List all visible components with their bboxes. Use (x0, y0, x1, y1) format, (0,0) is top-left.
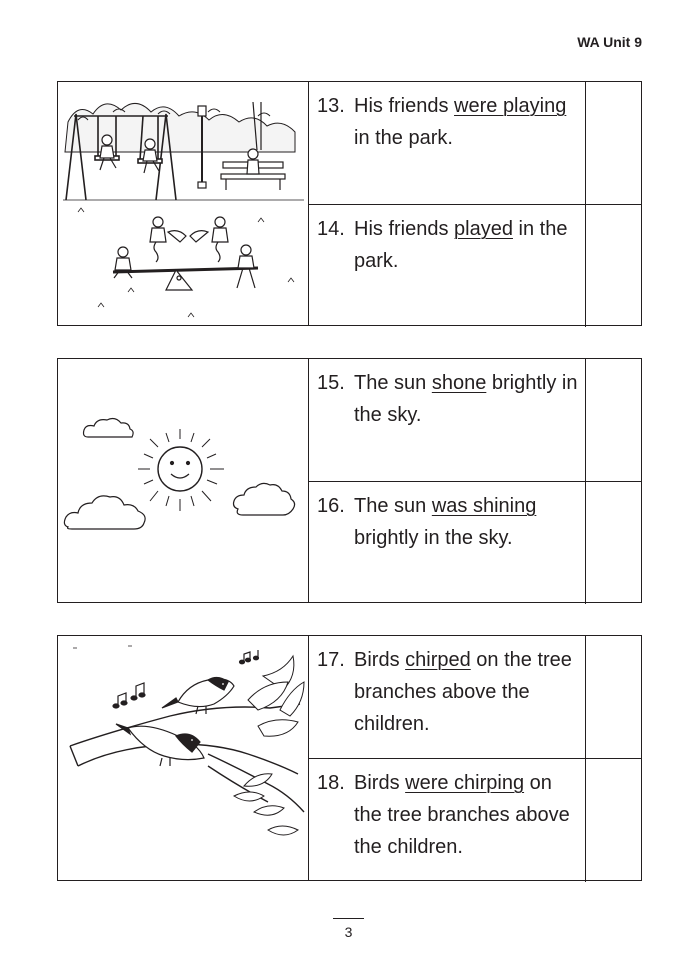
sentence-13 (309, 82, 586, 204)
sun-clouds-illustration (58, 359, 309, 602)
underlined-verb: chirped (405, 649, 471, 671)
underlined-verb: played (454, 218, 513, 240)
item-number: 16. (317, 495, 345, 517)
leaves (234, 656, 304, 835)
sentence-row-13 (309, 82, 641, 205)
page-number: 3 (344, 924, 353, 940)
answer-box-17[interactable] (586, 636, 641, 758)
sentence-14 (309, 205, 586, 327)
cloud-icon (234, 483, 295, 515)
page-number-rule (333, 918, 364, 919)
sentence-row-18 (309, 759, 641, 882)
sentence-row-14 (309, 205, 641, 327)
sentence-18 (309, 759, 586, 882)
sentence-text: His friends (354, 218, 455, 240)
sentence-text: Birds (354, 772, 406, 794)
sentence-text: brightly in the sky. (354, 372, 578, 426)
sentence-16 (309, 482, 586, 604)
sentence-15 (309, 359, 586, 481)
exercise-block-1 (57, 81, 642, 326)
sentence-text: brightly in the sky. (354, 527, 513, 549)
sentence-text: in the park. (354, 218, 568, 272)
answer-box-16[interactable] (586, 482, 641, 604)
sentence-text: on the tree branches above the children. (354, 772, 570, 858)
exercise-block-2 (57, 358, 642, 603)
bird-icon (162, 677, 234, 714)
underlined-verb: were playing (454, 95, 567, 117)
unit-label: WA Unit 9 (577, 34, 642, 50)
sun-icon (138, 429, 224, 511)
exercise-block-3 (57, 635, 642, 881)
sentence-row-17 (309, 636, 641, 759)
answer-box-15[interactable] (586, 359, 641, 481)
sentence-text: Birds (354, 649, 406, 671)
sentence-text: The sun (354, 372, 432, 394)
sentence-row-15 (309, 359, 641, 482)
sentence-text: in the park. (354, 127, 453, 149)
underlined-verb: were chirping (405, 772, 525, 794)
cloud-icon (84, 419, 134, 437)
sentence-17 (309, 636, 586, 758)
birds-branch-illustration (58, 636, 309, 880)
item-number: 17. (317, 649, 345, 671)
cloud-icon (64, 496, 145, 529)
item-number: 18. (317, 772, 345, 794)
item-number: 13. (317, 95, 345, 117)
answer-box-14[interactable] (586, 205, 641, 327)
seesaw (113, 245, 258, 290)
spring-riders (150, 217, 228, 262)
answer-box-18[interactable] (586, 759, 641, 882)
sentence-text: His friends (354, 95, 455, 117)
answer-box-13[interactable] (586, 82, 641, 204)
sentence-row-16 (309, 482, 641, 604)
park-illustration (58, 82, 309, 325)
park-bench (221, 149, 285, 190)
bird-icon (116, 724, 204, 766)
sentence-text: on the tree branches above the children. (354, 649, 572, 735)
item-number: 14. (317, 218, 345, 240)
underlined-verb: shone (431, 372, 487, 394)
item-number: 15. (317, 372, 345, 394)
underlined-verb: was shining (431, 495, 537, 517)
sentence-text: The sun (354, 495, 432, 517)
